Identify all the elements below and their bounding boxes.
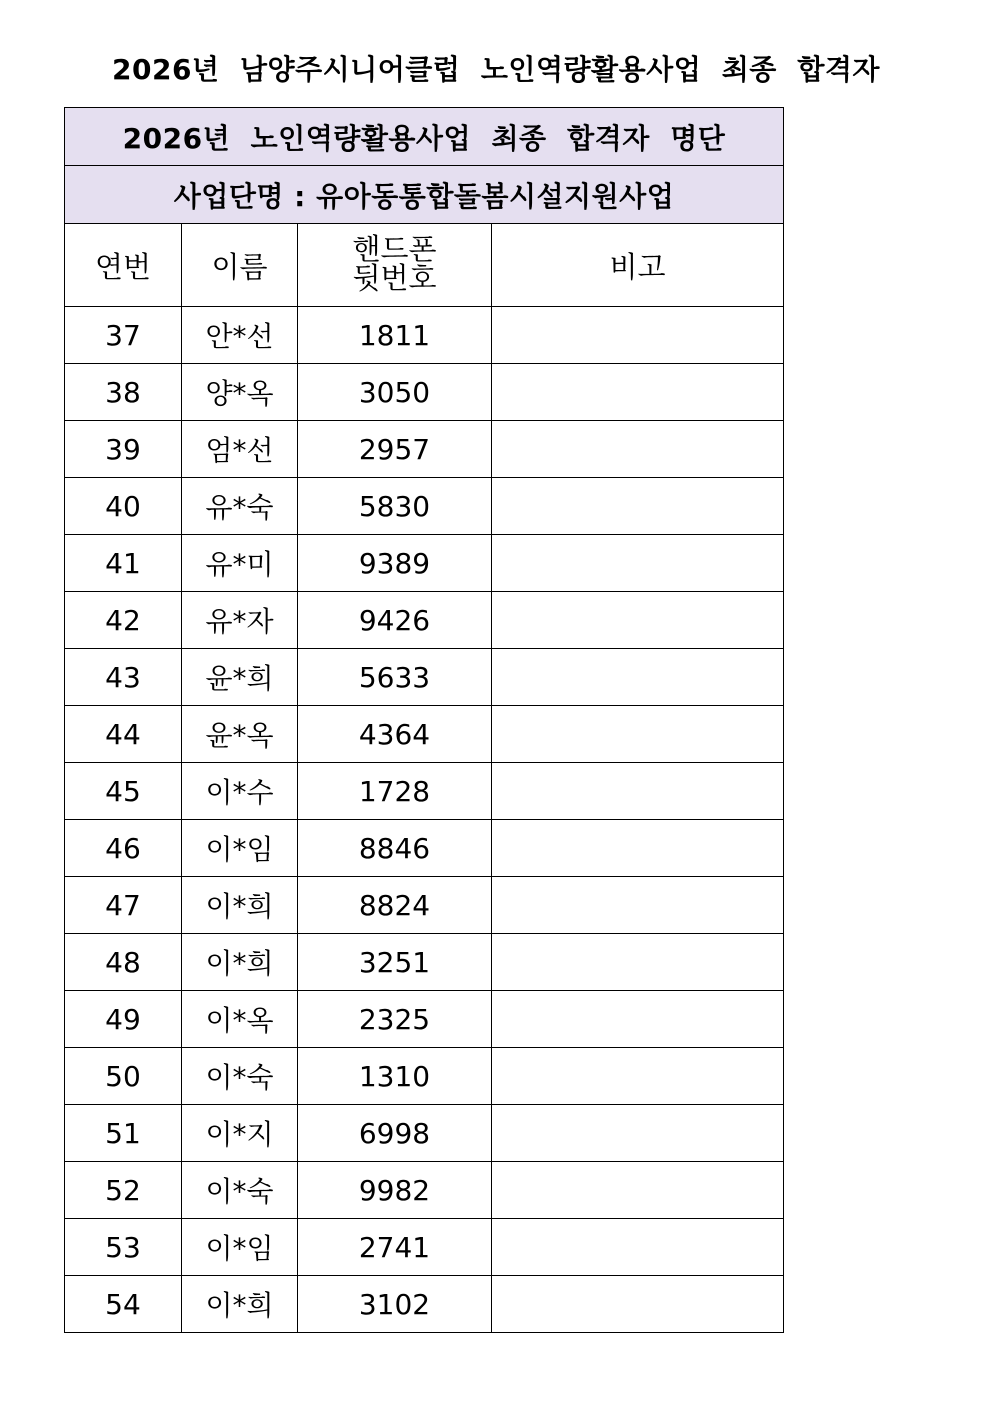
column-header-name: 이름 — [182, 224, 298, 307]
cell-remark — [492, 1219, 784, 1276]
cell-phone: 1728 — [298, 763, 492, 820]
roster-table — [64, 107, 784, 1333]
column-header-number: 연번 — [65, 224, 182, 307]
cell-remark — [492, 421, 784, 478]
cell-phone: 1310 — [298, 1048, 492, 1105]
cell-remark — [492, 820, 784, 877]
table-row — [65, 934, 784, 991]
table-row — [65, 706, 784, 763]
cell-number: 52 — [65, 1162, 182, 1219]
column-header-phone-text — [352, 232, 437, 295]
banner-subtitle-row — [65, 166, 784, 224]
cell-remark — [492, 1105, 784, 1162]
cell-remark — [492, 1276, 784, 1333]
cell-phone: 6998 — [298, 1105, 492, 1162]
cell-name: 유*자 — [182, 592, 298, 649]
table-row — [65, 592, 784, 649]
column-header-row — [65, 224, 784, 307]
cell-number: 40 — [65, 478, 182, 535]
table-row — [65, 991, 784, 1048]
roster-table-body — [65, 108, 784, 1333]
cell-remark — [492, 592, 784, 649]
cell-number: 51 — [65, 1105, 182, 1162]
cell-name: 엄*선 — [182, 421, 298, 478]
cell-name: 이*옥 — [182, 991, 298, 1048]
cell-number: 39 — [65, 421, 182, 478]
cell-name: 안*선 — [182, 307, 298, 364]
cell-name: 유*숙 — [182, 478, 298, 535]
cell-phone: 2325 — [298, 991, 492, 1048]
column-header-phone-line1: 핸드폰 — [352, 232, 437, 266]
cell-name: 이*희 — [182, 877, 298, 934]
cell-remark — [492, 307, 784, 364]
table-row — [65, 535, 784, 592]
cell-number: 49 — [65, 991, 182, 1048]
cell-number: 50 — [65, 1048, 182, 1105]
table-row — [65, 364, 784, 421]
table-row — [65, 820, 784, 877]
cell-number: 47 — [65, 877, 182, 934]
cell-number: 42 — [65, 592, 182, 649]
cell-name: 윤*희 — [182, 649, 298, 706]
column-header-remark: 비고 — [492, 224, 784, 307]
cell-name: 이*희 — [182, 1276, 298, 1333]
cell-name: 이*희 — [182, 934, 298, 991]
table-row — [65, 1048, 784, 1105]
cell-phone: 2957 — [298, 421, 492, 478]
cell-phone: 9389 — [298, 535, 492, 592]
document-title: 2026년 남양주시니어클럽 노인역량활용사업 최종 합격자 — [112, 53, 880, 86]
cell-phone: 3102 — [298, 1276, 492, 1333]
cell-phone: 8846 — [298, 820, 492, 877]
cell-remark — [492, 991, 784, 1048]
cell-phone: 5830 — [298, 478, 492, 535]
cell-remark — [492, 535, 784, 592]
cell-phone: 3050 — [298, 364, 492, 421]
cell-number: 54 — [65, 1276, 182, 1333]
cell-remark — [492, 364, 784, 421]
cell-phone: 9982 — [298, 1162, 492, 1219]
cell-phone: 4364 — [298, 706, 492, 763]
cell-number: 38 — [65, 364, 182, 421]
cell-phone: 2741 — [298, 1219, 492, 1276]
cell-name: 윤*옥 — [182, 706, 298, 763]
cell-remark — [492, 1048, 784, 1105]
cell-name: 유*미 — [182, 535, 298, 592]
cell-phone: 5633 — [298, 649, 492, 706]
cell-phone: 3251 — [298, 934, 492, 991]
table-row — [65, 649, 784, 706]
cell-number: 53 — [65, 1219, 182, 1276]
table-row — [65, 1276, 784, 1333]
cell-name: 이*숙 — [182, 1048, 298, 1105]
cell-name: 이*임 — [182, 820, 298, 877]
table-row — [65, 1219, 784, 1276]
cell-name: 양*옥 — [182, 364, 298, 421]
cell-name: 이*수 — [182, 763, 298, 820]
cell-phone: 9426 — [298, 592, 492, 649]
column-header-phone — [298, 224, 492, 307]
cell-remark — [492, 877, 784, 934]
cell-remark — [492, 934, 784, 991]
cell-name: 이*숙 — [182, 1162, 298, 1219]
cell-remark — [492, 1162, 784, 1219]
banner-title: 2026년 노인역량활용사업 최종 합격자 명단 — [65, 108, 784, 166]
cell-number: 41 — [65, 535, 182, 592]
cell-number: 45 — [65, 763, 182, 820]
table-row — [65, 421, 784, 478]
table-row — [65, 877, 784, 934]
table-row — [65, 763, 784, 820]
cell-number: 37 — [65, 307, 182, 364]
cell-name: 이*지 — [182, 1105, 298, 1162]
cell-number: 46 — [65, 820, 182, 877]
table-row — [65, 1105, 784, 1162]
table-row — [65, 1162, 784, 1219]
table-row — [65, 478, 784, 535]
cell-remark — [492, 763, 784, 820]
cell-number: 44 — [65, 706, 182, 763]
column-header-phone-line2: 뒷번호 — [352, 261, 437, 295]
banner-subtitle: 사업단명 : 유아동통합돌봄시설지원사업 — [65, 166, 784, 224]
banner-title-row — [65, 108, 784, 166]
cell-phone: 8824 — [298, 877, 492, 934]
cell-remark — [492, 478, 784, 535]
cell-remark — [492, 706, 784, 763]
cell-number: 43 — [65, 649, 182, 706]
table-row — [65, 307, 784, 364]
cell-phone: 1811 — [298, 307, 492, 364]
cell-number: 48 — [65, 934, 182, 991]
cell-remark — [492, 649, 784, 706]
cell-name: 이*임 — [182, 1219, 298, 1276]
